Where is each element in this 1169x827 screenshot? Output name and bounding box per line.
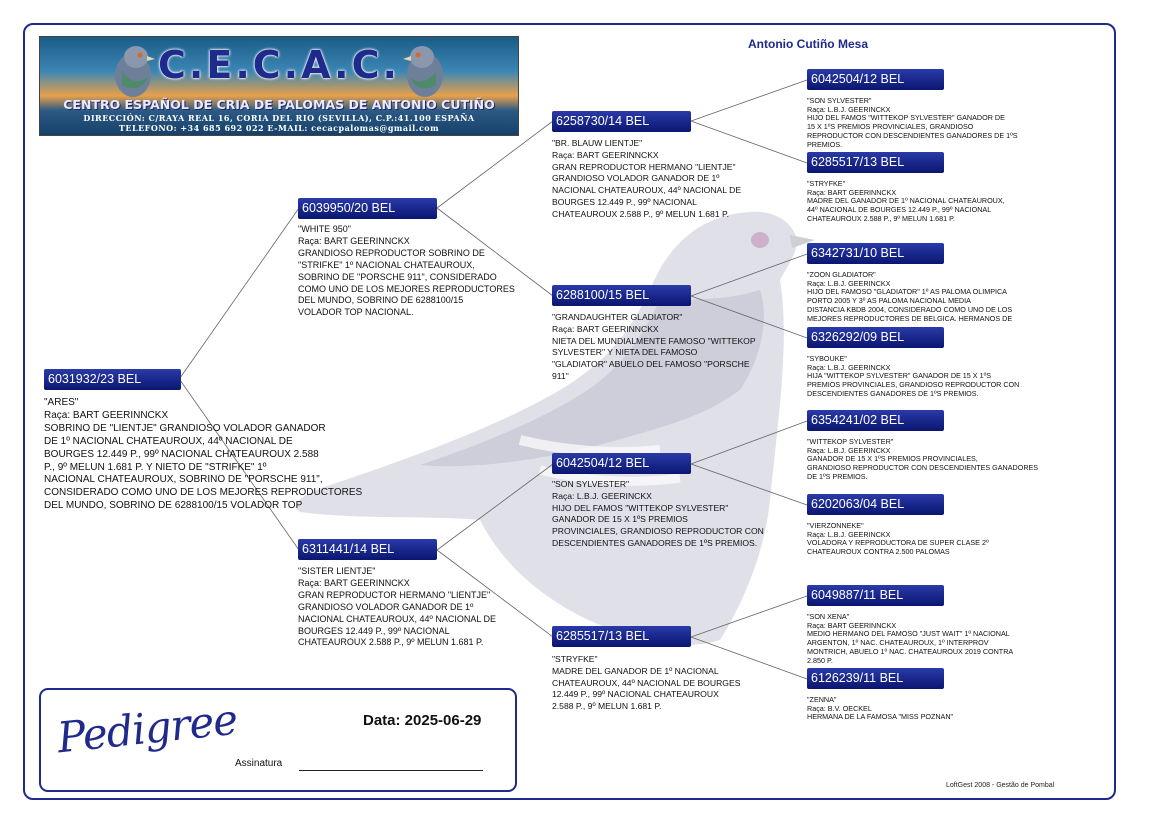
desc-maternal-grandmother: "STRYFKE" MADRE DEL GANADOR DE 1º NACIONAL CHATEAUROUX, 44º NACIONAL DE BOURGES 12.449 P., 99º NACIONAL CHATEAUROUX 2.588 P., 9º MELUN 1.681 P. <box>552 654 741 712</box>
signature-line[interactable] <box>299 770 483 771</box>
owner-name: Antonio Cutiño Mesa <box>748 37 868 51</box>
ring-paternal-grandmother[interactable]: 6288100/15 BEL <box>552 285 691 306</box>
ring-ggp-fmm[interactable]: 6326292/09 BEL <box>807 327 944 348</box>
desc-ggp-ffm: "STRYFKE" Raça: BART GEERINNCKX MADRE DEL GANADOR DE 1º NACIONAL CHATEAUROUX, 44º NACIONAL DE BOURGES 12.449 P., 99º NACIONAL CHATEAUROUX 2.588 P., 9º MELUN 1.681 P. <box>807 179 1005 223</box>
ring-paternal-grandfather[interactable]: 6258730/14 BEL <box>552 111 691 132</box>
desc-ggp-mfm: "VIERZONNEKE" Raça: L.B.J. GEERINCKX VOLADORA Y REPRODUCTORA DE SUPER CLASE 2º CHATEAUROUX CONTRA 2.500 PALOMAS <box>807 521 989 557</box>
ring-ggp-ffm[interactable]: 6285517/13 BEL <box>807 152 944 173</box>
pedigree-logo: Pedigree <box>54 694 240 763</box>
ring-maternal-grandmother[interactable]: 6285517/13 BEL <box>552 626 691 647</box>
ring-ggp-mff[interactable]: 6354241/02 BEL <box>807 410 944 431</box>
ring-ggp-mfm[interactable]: 6202063/04 BEL <box>807 494 944 515</box>
desc-maternal-grandfather: "SON SYLVESTER" Raça: L.B.J. GEERINCKX HIJO DEL FAMOS "WITTEKOP SYLVESTER" GANADOR DE 15 X 1ºS PREMIOS PROVINCIALES, GRANDIOSO REPRODUCTOR CON DESCENDIENTES GANADORES DE 1ºS PREMIOS. <box>552 479 764 548</box>
signature-label: Assinatura <box>235 758 283 769</box>
desc-ggp-mmm: "ZENNA" Raça: B.V. OECKEL HERMANA DE LA FAMOSA "MISS POZNAN" <box>807 695 954 722</box>
desc-ggp-fff: "SON SYLVESTER" Raça: L.B.J. GEERINCKX HIJO DEL FAMOS "WITTEKOP SYLVESTER" GANADOR DE 15 X 1ºS PREMIOS PROVINCIALES, GRANDIOSO REPRODUCTOR CON DESCENDIENTES GANADORES DE 1ºS PREMIOS. <box>807 96 1018 149</box>
desc-ggp-mff: "WITTEKOP SYLVESTER" Raça: L.B.J. GEERINCKX GANADOR DE 15 X 1ºS PREMIOS PROVINCIALES, GRANDIOSO REPRODUCTOR CON DESCENDIENTES GANADORES DE 1ºS PREMIOS. <box>807 437 1039 481</box>
desc-paternal-grandfather: "BR. BLAUW LIENTJE" Raça: BART GEERINNCKX GRAN REPRODUCTOR HERMANO "LIENTJE" GRANDIOSO VOLADOR GANADOR DE 1º NACIONAL CHATEAUROUX, 44º NACIONAL DE BOURGES 12.449 P., 99º NACIONAL CHATEAUROUX 2.588 P., 9º MELUN 1.681 P. <box>552 138 742 219</box>
ring-ggp-fff[interactable]: 6042504/12 BEL <box>807 69 944 90</box>
banner-address: DIRECCIÓN: C/RAYA REAL 16, CORIA DEL RIO (SEVILLA), C.P.:41.100 ESPAÑA <box>83 113 475 123</box>
desc-ggp-fmf: "ZOON GLADIATOR" Raça: L.B.J. GEERINCKX HIJO DEL FAMOSO "GLADIATOR" 1º AS PALOMA OLIMPICA PORTO 2005 Y 3º AS PALOMA NACIONAL MEDIA DISTANCIA KBDB 2004, CONSIDERADO COMO UNO DE LOS MEJORES REPRODUCTORES DE BELGICA. HERMANOS DE <box>807 270 1013 323</box>
ring-ggp-mmm[interactable]: 6126239/11 BEL <box>807 668 944 689</box>
signature-box <box>39 688 517 792</box>
banner-contact: TELEFONO: +34 685 692 022 E-MAIL: cecacpalomas@gmail.com <box>118 123 440 133</box>
desc-subject: "ARES" Raça: BART GEERINNCKX SOBRINO DE "LIENTJE" GRANDIOSO VOLADOR GANADOR DE 1º NACIONAL CHATEAUROUX, 44º NACIONAL DE BOURGES 12.449 P., 99º NACIONAL CHATEAUROUX 2.588 P., 9º MELUN 1.681 P. Y NIETO DE "STRIFKE" 1º NACIONAL CHATEAUROUX, SOBRINO DE "PORSCHE 911", CONSIDERADO COMO UNO DE LOS MEJORES REPRODUCTORES DEL MUNDO, SOBRINO DE 6288100/15 VOLADOR TOP <box>44 397 363 512</box>
ring-subject[interactable]: 6031932/23 BEL <box>44 369 181 390</box>
pedigree-date: Data: 2025-06-29 <box>363 712 482 729</box>
ring-mother[interactable]: 6311441/14 BEL <box>298 539 437 560</box>
ring-ggp-mmf[interactable]: 6049887/11 BEL <box>807 585 944 606</box>
banner-subtitle: CENTRO ESPAÑOL DE CRIA DE PALOMAS DE ANTONIO CUTIÑO <box>63 97 495 112</box>
desc-paternal-grandmother: "GRANDAUGHTER GLADIATOR" Raça: BART GEERINNCKX NIETA DEL MUNDIALMENTE FAMOSO "WITTEKOP SYLVESTER" Y NIETA DEL FAMOSO "GLADIATOR" ABUELO DEL FAMOSO "PORSCHE 911" <box>552 312 756 381</box>
ring-father[interactable]: 6039950/20 BEL <box>298 198 437 219</box>
desc-ggp-mmf: "SON XENA" Raça: BART GEERINNCKX MEDIO HERMANO DEL FAMOSO "JUST WAIT" 1º NACIONAL ARGENTON, 1º NAC. CHATEAUROUX, 1º INTERPROV MONTRICH, ABUELO 1º NAC. CHATEAUROUX 2019 CONTRA 2.850 P. <box>807 612 1014 665</box>
desc-mother: "SISTER LIENTJE" Raça: BART GEERINNCKX GRAN REPRODUCTOR HERMANO "LIENTJE" GRANDIOSO VOLADOR GANADOR DE 1º NACIONAL CHATEAUROUX, 44º NACIONAL DE BOURGES 12.449 P., 99º NACIONAL CHATEAUROUX 2.588 P., 9º MELUN 1.681 P. <box>298 566 496 648</box>
desc-father: "WHITE 950" Raça: BART GEERINNCKX GRANDIOSO REPRODUCTOR SOBRINO DE "STRIFKE" 1º NACIONAL CHATEAUROUX, SOBRINO DE "PORSCHE 911", CONSIDERADO COMO UNO DE LOS MEJORES REPRODUCTORES DEL MUNDO, SOBRINO DE 6288100/15 VOLADOR TOP NACIONAL. <box>298 224 515 318</box>
ring-maternal-grandfather[interactable]: 6042504/12 BEL <box>552 453 691 474</box>
club-banner <box>39 36 519 136</box>
banner-title: C.E.C.A.C. <box>158 43 400 87</box>
ring-ggp-fmf[interactable]: 6342731/10 BEL <box>807 243 944 264</box>
footer-credit: LoftGest 2008 - Gestão de Pombal <box>946 782 1055 789</box>
desc-ggp-fmm: "SYBOUKE" Raça: L.B.J. GEERINCKX HIJA "WITTEKOP SYLVESTER" GANADOR DE 15 X 1ºS PREMIOS PROVINCIALES, GRANDIOSO REPRODUCTOR CON DESCENDIENTES GANADORES DE 1ºS PREMIOS. <box>807 354 1020 398</box>
